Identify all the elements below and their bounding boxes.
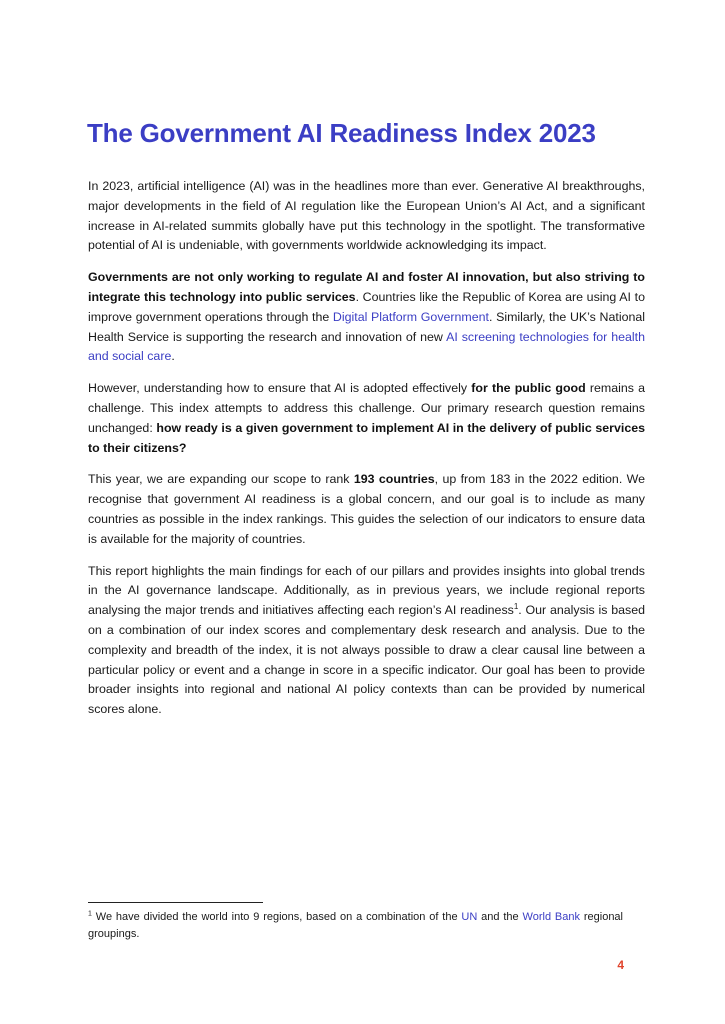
link-digital-platform-government[interactable]: Digital Platform Government <box>332 309 489 324</box>
text-span: . Countries like the Republic of Korea are using AI to improve government operations through the <box>88 289 645 324</box>
paragraph-report-overview <box>88 562 645 720</box>
text-span: However, understanding how to ensure that AI is adopted effectively <box>88 381 472 396</box>
footnote-reference[interactable]: 1 <box>513 602 519 612</box>
page-title: The Government AI Readiness Index 2023 <box>87 118 596 148</box>
link-world-bank[interactable]: World Bank <box>522 911 580 923</box>
paragraph-research-question <box>88 379 645 458</box>
paragraph-public-services <box>88 268 645 367</box>
text-span: remains a challenge. This index attempts to address this challenge. Our primary research question remains unchanged: <box>88 381 645 435</box>
text-span: This year, we are expanding our scope to rank <box>88 472 354 487</box>
text-span: This report highlights the main findings for each of our pillars and provides insights into global trends in the AI governance landscape. Additionally, as in previous years, we include regional reports analysing the major trends and initiatives affecting each region’s AI readiness <box>88 563 645 618</box>
text-span: . Similarly, the UK’s National Health Service is supporting the research and innovation of new <box>88 309 645 344</box>
bold-research-question: how ready is a given government to implement AI in the delivery of public services to their citizens? <box>88 420 645 455</box>
page-number: 4 <box>617 958 624 972</box>
link-un[interactable]: UN <box>461 911 478 923</box>
footnote-divider <box>88 902 263 903</box>
paragraph-scope <box>88 470 645 549</box>
bold-country-count: 193 countries <box>353 472 435 487</box>
link-ai-screening-technologies[interactable]: AI screening technologies for health and social care <box>88 329 645 364</box>
text-span: . Our analysis is based on a combination of our index scores and complementary desk research and analysis. Due to the complexity and breadth of the index, it is not always possible to draw a clear causal line between a particular policy or event and a change in score in a specific indicator. Our goal has been to provide broader insights into regional and national AI policy contexts than can be provided by numerical scores alone. <box>88 603 645 717</box>
bold-phrase: for the public good <box>471 381 586 396</box>
bold-phrase: Governments are not only working to regulate AI and foster AI innovation, but also striving to integrate this technology into public services <box>88 270 645 304</box>
body-text <box>88 177 645 732</box>
paragraph-intro: In 2023, artificial intelligence (AI) was in the headlines more than ever. Generative AI breakthroughs, major developments in the field of AI regulation like the European Union’s AI Act, and a significant increase in AI-related summits globally have put this technology in the spotlight. The transformative potential of AI is undeniable, with governments worldwide acknowledging its impact. <box>88 179 645 253</box>
text-span: regional groupings. <box>88 911 623 940</box>
text-span: We have divided the world into 9 regions, based on a combination of the <box>91 911 462 923</box>
text-span: , up from 183 in the 2022 edition. We recognise that government AI readiness is a global concern, and our goal is to include as many countries as possible in the index rankings. This guides the selection of our indicators to ensure data is available for the majority of countries. <box>88 472 645 546</box>
text-span: . <box>171 349 175 364</box>
text-span: and the <box>477 911 523 923</box>
footnote-marker: 1 <box>88 910 92 918</box>
footnote <box>88 909 623 943</box>
